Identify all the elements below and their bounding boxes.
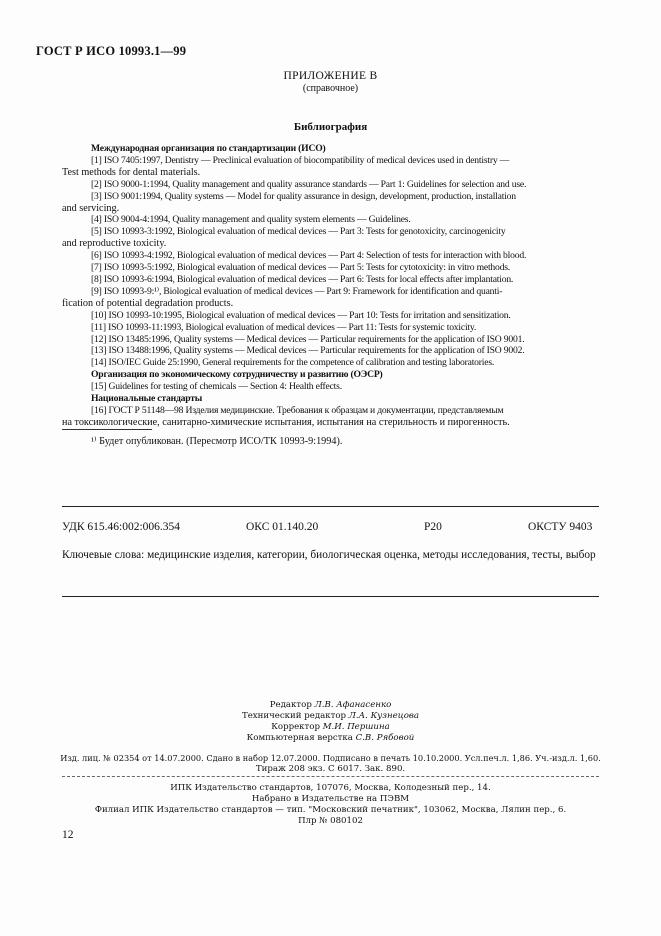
typeset-info: Набрано в Издательстве на ПЭВМ <box>251 794 410 804</box>
printer-address: Филиал ИПК Издательство стандартов — тип. "Московский печатник", 103062, Москва, Лялин пер., 6. <box>94 805 567 815</box>
standard-id-header: ГОСТ Р ИСО 10993.1—99 <box>36 44 187 58</box>
bibliography-section-heading: Международная организация по стандартизации (ИСО) <box>91 143 326 154</box>
annex-subtitle: (справочное) <box>302 83 359 94</box>
publisher-address: ИПК Издательство стандартов, 107076, Москва, Колодезный пер., 14. <box>170 783 491 793</box>
bibliography-entry-line: [5] ISO 10993-3:1992, Biological evaluation of medical devices — Part 3: Tests for genotoxicity, carcinogenicity <box>91 226 506 238</box>
bibliography-entry-line: [14] ISO/IEC Guide 25:1990, General requirements for the competence of calibration and testing laboratories. <box>91 357 495 369</box>
bibliography-entry-line: [2] ISO 9000-1:1994, Quality management and quality assurance standards — Part 1: Guidelines for selection and use. <box>91 178 527 190</box>
bibliography-entry-line: and reproductive toxicity. <box>62 238 167 250</box>
publishing-info: Изд. лиц. № 02354 от 14.07.2000. Сдано в набор 12.07.2000. Подписано в печать 10.10.2000. Усл.печ.л. 1,86. Уч.-изд.л. 1,60. <box>60 753 601 763</box>
bibliography-entry-line: [16] ГОСТ Р 51148—98 Изделия медицинские. Требования к образцам и документации, представляемым <box>91 404 504 416</box>
page-number: 12 <box>62 829 74 841</box>
okstu-code: ОКСТУ 9403 <box>528 521 593 533</box>
editor-line: Редактор Л.В. Афанасенко <box>269 700 392 710</box>
udc-code: УДК 615.46:002:006.354 <box>62 521 181 533</box>
tech-editor-line: Технический редактор Л.А. Кузнецова <box>241 711 420 721</box>
bibliography-entry-line: [8] ISO 10993-6:1994, Biological evaluation of medical devices — Part 6: Tests for local effects after implantation. <box>91 273 514 285</box>
layout-line: Компьютерная верстка С.В. Рябовой <box>246 733 415 743</box>
footnote-separator <box>62 429 152 430</box>
bibliography-section-heading: Национальные стандарты <box>91 393 203 405</box>
bibliography-section-heading: Организация по экономическому сотрудничеству и развитию (ОЭСР) <box>91 369 383 381</box>
bibliography-entry-line: [4] ISO 9004-4:1994, Quality management and quality system elements — Guidelines. <box>91 214 411 226</box>
bibliography-entry-line: [9] ISO 10993-9:¹⁾, Biological evaluation of medical devices — Part 9: Framework for identification and quanti- <box>91 285 503 297</box>
bibliography-entry-line: [12] ISO 13485:1996, Quality systems — Medical devices — Particular requirements for the application of ISO 9001. <box>91 333 525 345</box>
footnote: ¹⁾ Будет опубликован. (Пересмотр ИСО/ТК 10993-9:1994). <box>91 436 343 447</box>
bibliography-entry-line: [3] ISO 9001:1994, Quality systems — Model for quality assurance in design, development, production, installation <box>91 190 516 202</box>
bibliography-entry-line: and servicing. <box>62 202 120 214</box>
bibliography-entry-line: [10] ISO 10993-10:1995, Biological evaluation of medical devices — Part 10: Tests for irritation and sensitization. <box>91 309 511 321</box>
divider <box>62 596 599 597</box>
bibliography-entry-line: [7] ISO 10993-5:1992, Biological evaluation of medical devices — Part 5: Tests for cytotoxicity: in vitro methods. <box>91 262 511 274</box>
oks-code: ОКС 01.140.20 <box>246 521 319 533</box>
proofreader-line: Корректор М.И. Першина <box>271 722 390 732</box>
bibliography-list <box>62 143 600 429</box>
bibliography-entry-line: [13] ISO 13488:1996, Quality systems — Medical devices — Particular requirements for the application of ISO 9002. <box>91 345 525 357</box>
annex-title: ПРИЛОЖЕНИЕ В <box>283 70 378 82</box>
bibliography-entry-line: Test methods for dental materials. <box>62 166 201 178</box>
bibliography-entry-line: [15] Guidelines for testing of chemicals — Section 4: Health effects. <box>91 381 342 393</box>
classification-code: Р20 <box>424 521 442 533</box>
bibliography-entry-line: [6] ISO 10993-4:1992, Biological evaluation of medical devices — Part 4: Selection of tests for interaction with blood. <box>91 250 527 262</box>
print-run: Тираж 208 экз. С 6017. Зак. 890. <box>255 764 406 774</box>
divider <box>62 506 599 507</box>
bibliography-entry-line: [11] ISO 10993-11:1993, Biological evaluation of medical devices — Part 11: Tests for systemic toxicity. <box>91 321 477 333</box>
keywords: Ключевые слова: медицинские изделия, категории, биологическая оценка, методы исследования, тесты, выбор <box>62 549 596 561</box>
plr-number: Плр № 080102 <box>298 816 363 826</box>
dashed-divider <box>62 776 599 777</box>
bibliography-title: Библиография <box>293 121 368 133</box>
bibliography-entry-line: на токсикологические, санитарно-химические испытания, испытания на стерильность и пирогенность. <box>62 416 510 428</box>
bibliography-entry-line: fication of potential degradation products. <box>62 297 234 309</box>
bibliography-entry-line: [1] ISO 7405:1997, Dentistry — Preclinical evaluation of biocompatibility of medical devices used in dentistry — <box>91 154 510 166</box>
